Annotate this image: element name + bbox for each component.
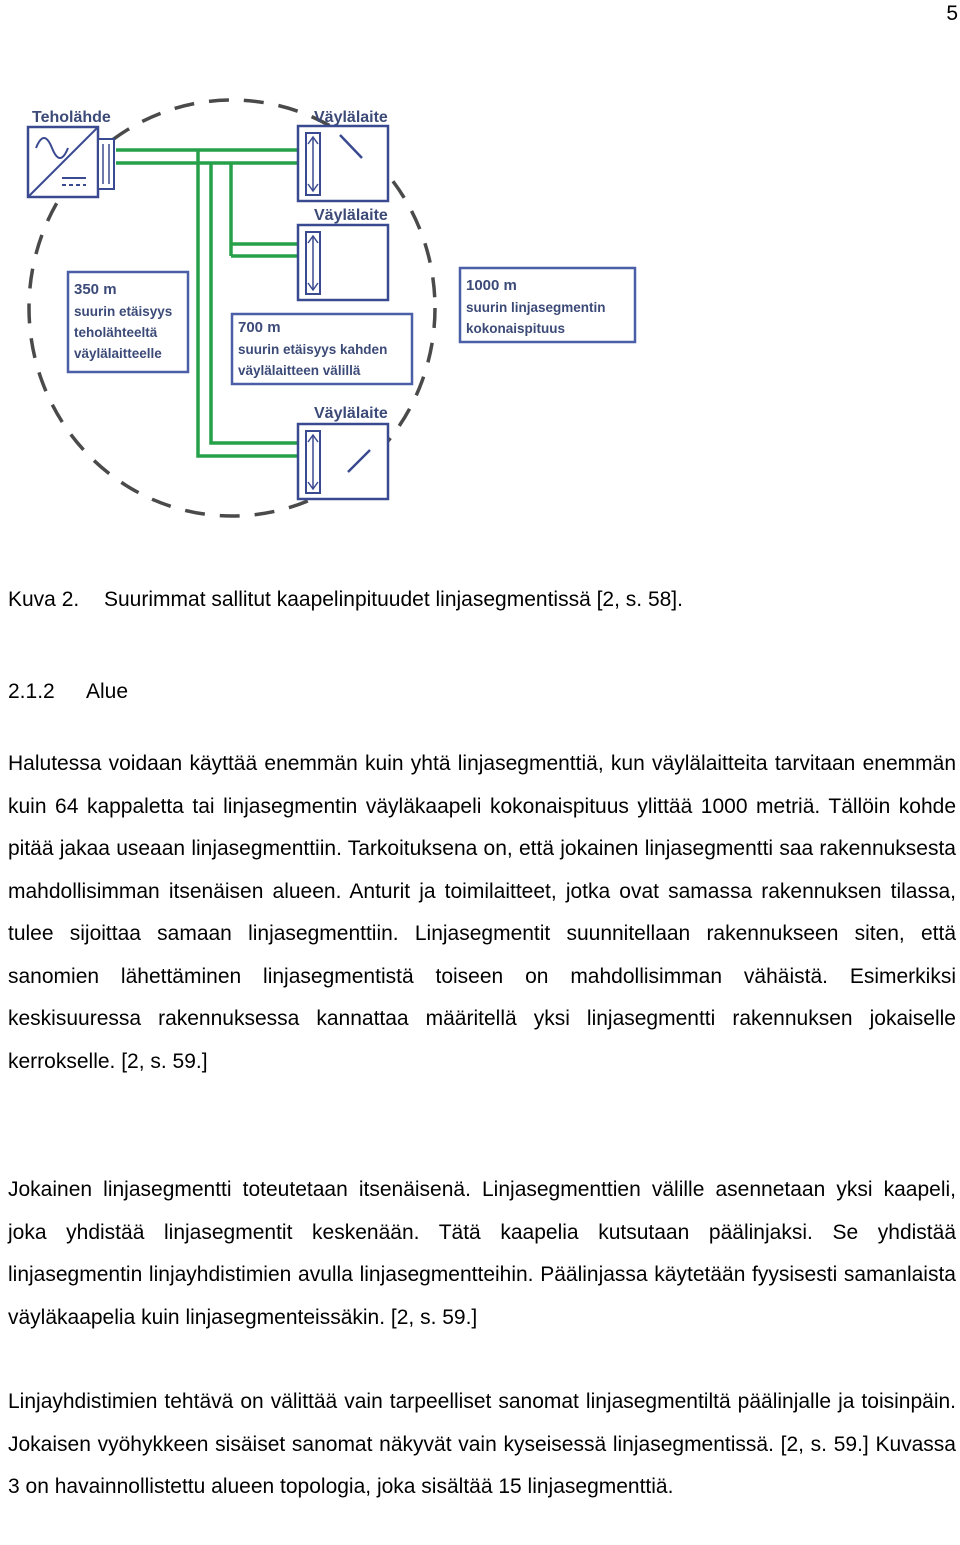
cable-length-figure (0, 60, 960, 540)
body-paragraph-3: Linjayhdistimien tehtävä on välittää vain tarpeelliset sanomat linjasegmentiltä päälinjalle ja toisinpäin. Jokaisen vyöhykkeen sisäiset sanomat näkyvät vain kyseisessä linjasegmentissä. [2, s. 59.] Kuvassa 3 on havainnollistettu alueen topologia, joka sisältää 15 linjasegmenttiä. (8, 1390, 956, 1498)
bus-device-2 (298, 225, 388, 300)
figure-caption-number: Kuva 2. (8, 588, 80, 611)
info-box-350m (68, 272, 188, 372)
figure-caption-text: Suurimmat sallitut kaapelinpituudet linjasegmentissä [2, s. 58]. (104, 588, 683, 611)
bus-device-1-label: Väylälaite (314, 109, 388, 126)
info-box-1000m-distance: 1000 m (466, 277, 517, 294)
info-box-350m-line2: teholähteeltä (74, 325, 158, 340)
info-box-700m-line2: väylälaitteen välillä (238, 363, 361, 378)
body-paragraph-2: Jokainen linjasegmentti toteutetaan itsenäisenä. Linjasegmenttien välille asennetaan yksi kaapeli, joka yhdistää linjasegmentit keskenään. Tätä kaapelia kutsutaan päälinjaksi. Se yhdistää linjasegmentin linjayhdistimien avulla linjasegmentteihin. Päälinjassa käytetään fyysisesti samanlaista väyläkaapelia kuin linjasegmenteissäkin. [2, s. 59.] (8, 1178, 956, 1329)
power-supply (28, 127, 114, 197)
section-number: 2.1.2 (8, 680, 55, 703)
body-paragraph-1: Halutessa voidaan käyttää enemmän kuin yhtä linjasegmenttiä, kun väylälaitteita tarvitaan enemmän kuin 64 kappaletta tai linjasegmentin väyläkaapeli kokonaispituus ylittää 1000 metriä. Tällöin kohde pitää jakaa useaan linjasegmenttiin. Tarkoituksena on, että jokainen linjasegmentti saa rakennuksesta mahdollisimman itsenäisen alueen. Anturit ja toimilaitteet, jotka ovat samassa rakennuksen tilassa, tulee sijoittaa samaan linjasegmenttiin. Linjasegmentit suunnitellaan rakennukseen siten, että sanomien lähettäminen linjasegmentistä toiseen on mahdollisimman vähäistä. Esimerkiksi keskisuuressa rakennuksessa kannattaa määritellä yksi linjasegmentti rakennuksen jokaiselle kerrokselle. [2, s. 59.] (8, 752, 956, 1073)
power-supply-label: Teholähde (32, 109, 111, 126)
page-number: 5 (946, 2, 958, 25)
info-box-700m-line1: suurin etäisyys kahden (238, 342, 388, 357)
bus-device-3 (298, 424, 388, 499)
info-box-350m-line1: suurin etäisyys (74, 304, 173, 319)
figure-caption (8, 588, 683, 612)
bus-device-2-label: Väylälaite (314, 207, 388, 224)
section-title: Alue (86, 680, 129, 703)
info-box-1000m-line2: kokonaispituus (466, 321, 566, 336)
info-box-350m-distance: 350 m (74, 281, 117, 298)
info-box-1000m (460, 268, 635, 342)
section-heading (8, 680, 128, 704)
bus-device-1 (298, 126, 388, 201)
info-box-1000m-line1: suurin linjasegmentin (466, 300, 606, 315)
info-box-350m-line3: väylälaitteelle (74, 346, 162, 361)
info-box-700m (232, 314, 412, 384)
bus-device-3-label: Väylälaite (314, 405, 388, 422)
info-box-700m-distance: 700 m (238, 319, 281, 336)
